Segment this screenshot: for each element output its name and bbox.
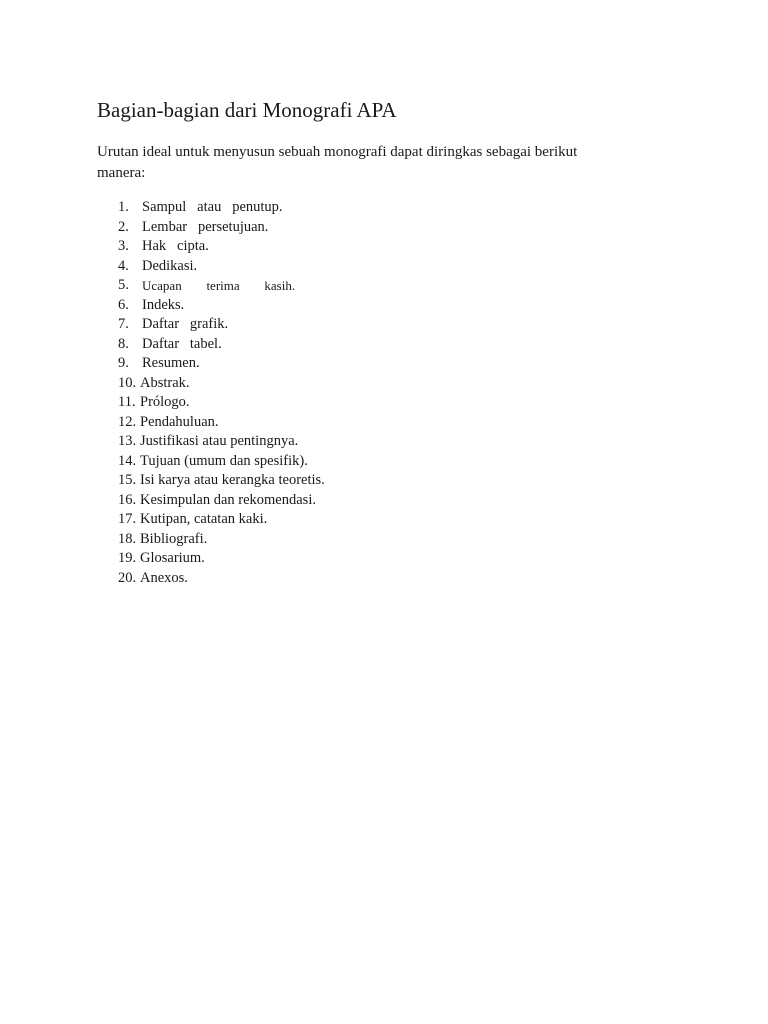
item-number: 5. (118, 277, 129, 293)
item-number: 14. (118, 452, 137, 469)
list-item (118, 471, 325, 491)
document-title: Bagian-bagian dari Monografi APA (97, 98, 397, 122)
parts-list (118, 198, 325, 588)
item-text: Isi karya atau kerangka teoretis. (140, 472, 325, 488)
item-number: 7. (118, 316, 129, 332)
item-text: Justifikasi atau pentingnya. (140, 433, 299, 449)
item-text: Bibliografi. (140, 530, 208, 547)
item-text: Dedikasi. (142, 257, 198, 274)
item-text: Daftar tabel. (142, 335, 222, 352)
item-number: 12. (118, 413, 137, 430)
list-item (118, 354, 325, 374)
list-item (118, 491, 325, 511)
item-text: Anexos. (140, 569, 188, 586)
item-number: 20. (118, 569, 137, 586)
item-number: 6. (118, 296, 129, 313)
item-text: Glosarium. (140, 550, 205, 566)
list-item (118, 413, 325, 433)
item-text: Pendahuluan. (140, 413, 219, 430)
item-text: Abstrak. (140, 374, 190, 391)
item-number: 11. (118, 394, 136, 410)
intro-paragraph: Urutan ideal untuk menyusun sebuah monografi dapat diringkas sebagai berikut manera: (97, 144, 578, 181)
list-item (118, 237, 325, 257)
list-item (118, 218, 325, 238)
item-number: 8. (118, 335, 129, 352)
item-number: 2. (118, 218, 129, 235)
item-number: 10. (118, 374, 137, 391)
item-text: Kesimpulan dan rekomendasi. (140, 491, 316, 508)
list-item (118, 393, 325, 413)
item-number: 15. (118, 472, 137, 488)
item-text: Daftar grafik. (142, 316, 229, 332)
item-text: Ucapan terima kasih. (142, 278, 296, 293)
list-item (118, 549, 325, 569)
item-number: 18. (118, 530, 137, 547)
list-item (118, 569, 325, 589)
item-number: 1. (118, 199, 129, 215)
list-item (118, 510, 325, 530)
item-text: Tujuan (umum dan spesifik). (140, 452, 308, 469)
item-text: Resumen. (142, 355, 200, 371)
list-item (118, 432, 325, 452)
list-item (118, 257, 325, 277)
item-text: Kutipan, catatan kaki. (140, 511, 268, 527)
list-item (118, 530, 325, 550)
list-item (118, 335, 325, 355)
item-text: Prólogo. (140, 394, 190, 410)
list-item (118, 452, 325, 472)
item-number: 13. (118, 433, 137, 449)
list-item (118, 198, 325, 218)
item-number: 3. (118, 238, 129, 254)
item-number: 9. (118, 355, 129, 371)
item-number: 19. (118, 550, 137, 566)
list-item (118, 374, 325, 394)
item-number: 17. (118, 511, 137, 527)
item-text: Hak cipta. (142, 238, 209, 254)
list-item (118, 296, 325, 316)
item-text: Sampul atau penutup. (142, 199, 283, 215)
list-item (118, 315, 325, 335)
item-number: 16. (118, 491, 137, 508)
item-text: Lembar persetujuan. (142, 218, 269, 235)
item-text: Indeks. (142, 296, 185, 313)
list-item (118, 276, 325, 296)
item-number: 4. (118, 257, 129, 274)
